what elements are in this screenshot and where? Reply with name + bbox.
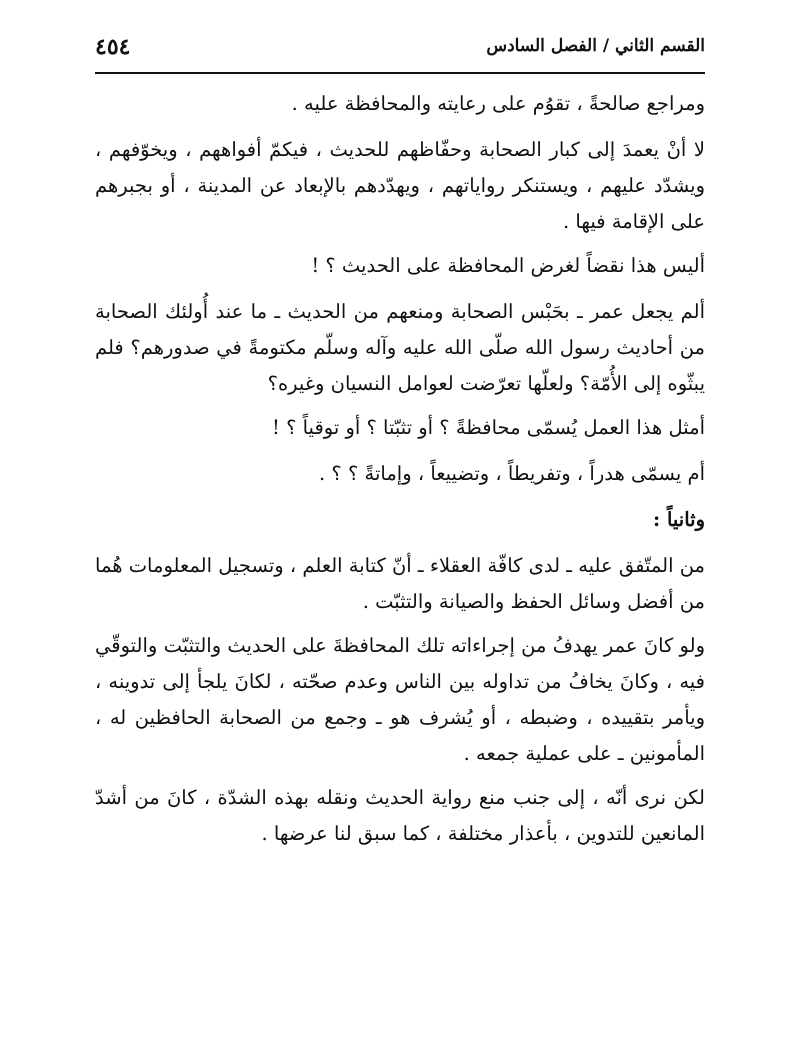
paragraph-7: من المتّفق عليه ـ لدى كافّة العقلاء ـ أنّ كتابة العلم ، وتسجيل المعلومات هُما من أفضل وسائل الحفظ والصيانة والتثبّت . xyxy=(95,554,705,613)
page-body xyxy=(95,86,705,852)
paragraph-2: لا أنْ يعمدَ إلى كبار الصحابة وحفّاظهم للحديث ، فيكمّ أفواههم ، ويخوّفهم ، ويشدّد عليهم ، ويستنكر رواياتهم ، ويهدّدهم بالإبعاد عن المدينة ، أو بجبرهم على الإقامة فيها . xyxy=(95,138,705,233)
paragraph-9: لكن نرى أنّه ، إلى جنب منع رواية الحديث ونقله بهذه الشدّة ، كانَ من أشدّ المانعين للتدوين ، بأعذار مختلفة ، كما سبق لنا عرضها . xyxy=(95,786,705,845)
book-page xyxy=(95,30,705,860)
paragraph-8: ولو كانَ عمر يهدفُ من إجراءاته تلك المحافظةَ على الحديث والتثبّت والتوقّي فيه ، وكانَ يخافُ من تداوله بين الناس وعدم صحّته ، لكانَ يلجأ إلى تدوينه ، ويأمر بتقييده ، وضبطه ، أو يُشرف هو ـ وجمع من الصحابة الحافظين له ، المأمونين ـ على عملية جمعه . xyxy=(95,634,705,765)
paragraph-4: ألم يجعل عمر ـ بحَبْس الصحابة ومنعهم من الحديث ـ ما عند أُولئك الصحابة من أحاديث رسول الله صلّى الله عليه وآله وسلّم مكتومةً في صدورهم؟ فلم يبثّوه إلى الأُمّة؟ ولعلّها تعرّضت لعوامل النسيان وغيره؟ xyxy=(95,300,705,395)
paragraph-1: ومراجع صالحةً ، تقوُم على رعايته والمحافظة عليه . xyxy=(291,92,705,115)
paragraph-6: أم يسمّى هدراً ، وتفريطاً ، وتضييعاً ، وإماتةً ؟ ؟ . xyxy=(319,462,705,485)
paragraph-5: أمثل هذا العمل يُسمّى محافظةً ؟ أو تثبّتا ؟ أو توقياً ؟ ! xyxy=(272,416,705,439)
paragraph-3: أليس هذا نقضاً لغرض المحافظة على الحديث ؟ ! xyxy=(311,254,705,277)
section-heading-secondly: وثانياً : xyxy=(652,508,705,531)
running-header-title: القسم الثاني / الفصل السادس xyxy=(486,36,705,56)
page-header xyxy=(95,30,705,74)
page-number: ٤٥٤ xyxy=(95,34,131,60)
